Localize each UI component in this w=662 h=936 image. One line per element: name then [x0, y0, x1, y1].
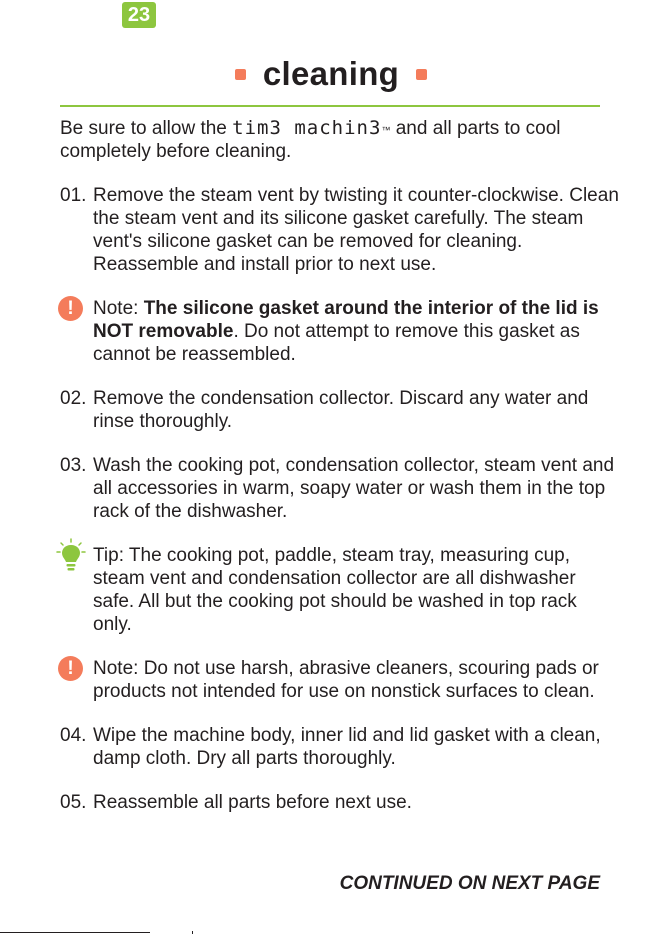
tip-text: Tip: The cooking pot, paddle, steam tray, measuring cup, steam vent and condensation collector are all dishwasher safe. All but the cooking pot should be washed in top rack only. [93, 545, 577, 635]
step-text: Wash the cooking pot, condensation collector, steam vent and all accessories in warm, soapy water or wash them in the top rack of the dishwasher. [93, 455, 615, 522]
warning-note [60, 297, 620, 366]
step-item [60, 387, 620, 433]
step-number: 01. [60, 185, 87, 206]
step-number: 05. [60, 792, 87, 813]
step-text: Reassemble all parts before next use. [93, 792, 412, 813]
note-prefix: Note: [93, 298, 144, 319]
continued-notice: CONTINUED ON NEXT PAGE [339, 873, 600, 894]
intro-text-start: Be sure to allow the [60, 118, 233, 139]
footer-tick-mark [192, 931, 193, 934]
brand-name: tim3 machin3 [232, 117, 382, 139]
step-number: 04. [60, 725, 87, 746]
note-text: . Do not attempt to remove this gasket as cannot be reassembled. [93, 321, 580, 365]
step-number: 03. [60, 455, 87, 476]
step-item [60, 454, 620, 523]
step-text: Remove the steam vent by twisting it counter-clockwise. Clean the steam vent and its silicone gasket carefully. The steam vent's silicone gasket can be removed for cleaning. Reassemble and install prior to next use. [93, 185, 619, 275]
note-emphasis: The silicone gasket around the interior of the lid is NOT removable [93, 298, 599, 342]
bullet-square-icon [235, 69, 246, 80]
step-item [60, 184, 620, 276]
page-number-badge: 23 [122, 2, 156, 28]
step-text: Remove the condensation collector. Discard any water and rinse thoroughly. [93, 388, 589, 432]
section-heading [0, 55, 662, 93]
footer-rule [0, 932, 150, 933]
exclamation-icon: ! [58, 296, 83, 321]
step-item [60, 791, 620, 814]
tip-note [60, 544, 620, 636]
step-item [60, 724, 620, 770]
heading-divider [60, 105, 600, 107]
cleaning-instructions [60, 117, 620, 835]
intro-text-end: and all parts to cool completely before cleaning. [60, 118, 561, 162]
lightbulb-icon [56, 538, 86, 578]
step-number: 02. [60, 388, 87, 409]
note-text: Note: Do not use harsh, abrasive cleaners, scouring pads or products not intended for use on nonstick surfaces to clean. [93, 658, 599, 702]
bullet-square-icon [416, 69, 427, 80]
step-text: Wipe the machine body, inner lid and lid gasket with a clean, damp cloth. Dry all parts thoroughly. [93, 725, 601, 769]
warning-note [60, 657, 620, 703]
exclamation-icon: ! [58, 656, 83, 681]
intro-paragraph [60, 117, 620, 163]
page-title: cleaning [262, 55, 400, 92]
trademark-symbol: ™ [381, 125, 391, 135]
